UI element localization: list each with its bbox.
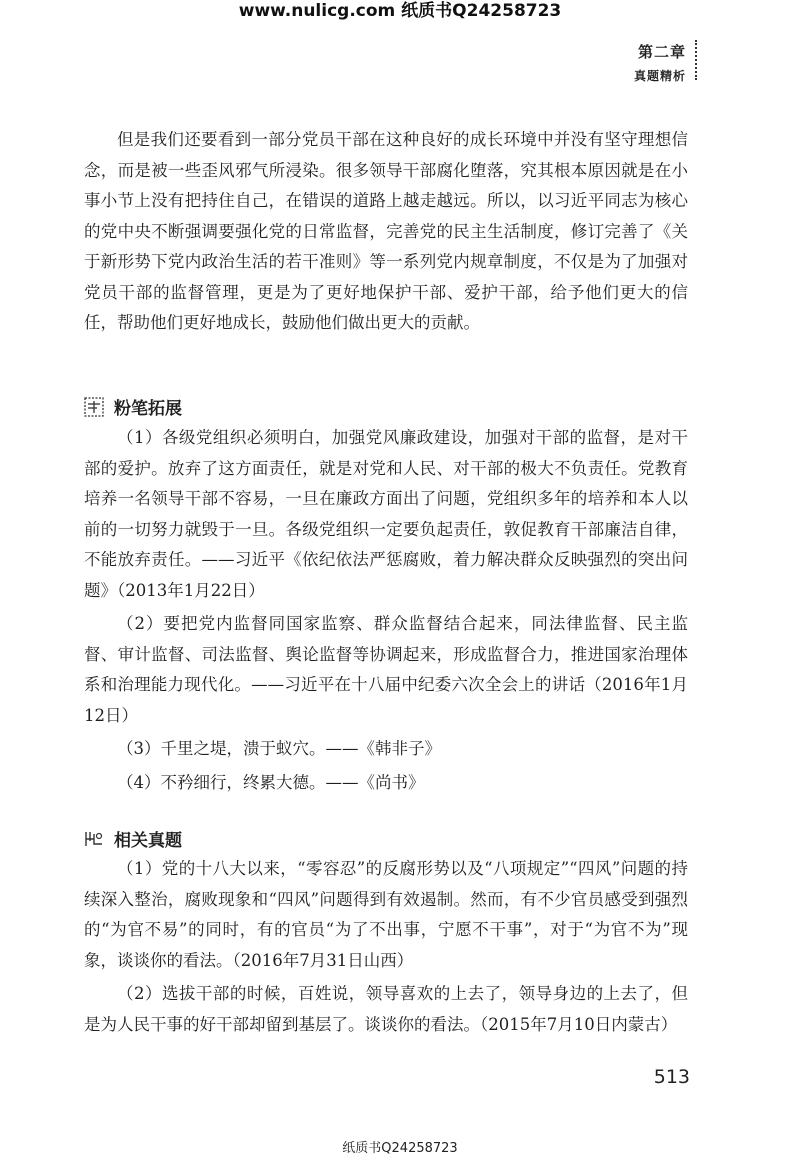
chapter-header: [560, 42, 686, 85]
extension-title: 粉笔拓展: [114, 399, 182, 419]
extension-section-title: [84, 394, 182, 419]
related-title: 相关真题: [114, 831, 182, 851]
extension-list: [84, 423, 688, 801]
related-questions-icon: [84, 829, 104, 849]
chapter-label: 第二章: [637, 43, 686, 61]
extension-item-3: （3）千里之堤，溃于蚁穴。——《韩非子》: [117, 739, 441, 758]
extension-icon: [84, 397, 104, 417]
main-paragraph: 但是我们还要看到一部分党员干部在这种良好的成长环境中并没有坚守理想信念，而是被一些歪风邪气所浸染。很多领导干部腐化堕落，究其根本原因就是在小事小节上没有把持住自己，在错误的道路上越走越远。所以，以习近平同志为核心的党中央不断强调要强化党的日常监督，完善党的民主生活制度，修订完善了《关于新形势下党内政治生活的若干准则》等一系列党内规章制度，不仅是为了加强对党员干部的监督管理，更是为了更好地保护干部、爱护干部，给予他们更大的信任，帮助他们更好地成长，鼓励他们做出更大的贡献。: [84, 130, 688, 332]
related-item-1: （1）党的十八大以来，“零容忍”的反腐形势以及“八项规定”“四风”问题的持续深入整治，腐败现象和“四风”问题得到有效遏制。然而，有不少官员感受到强烈的“为官不易”的同时，有的官员“为了不出事，宁愿不干事”，对于“为官不为”现象，谈谈你的看法。（2016年7月31日山西）: [84, 859, 688, 970]
page-number: 513: [653, 1066, 690, 1088]
main-paragraph-block: [84, 125, 688, 339]
bottom-watermark: 纸质书Q24258723: [342, 1141, 458, 1156]
related-section-title: [84, 826, 182, 851]
top-watermark: www.nulicg.com 纸质书Q24258723: [238, 1, 562, 21]
related-item-2: （2）选拔干部的时候，百姓说，领导喜欢的上去了，领导身边的上去了，但是为人民干事的好干部却留到基层了。谈谈你的看法。（2015年7月10日内蒙古）: [84, 984, 688, 1034]
chapter-subtitle: 真题精析: [633, 69, 686, 83]
extension-item-1: （1）各级党组织必须明白，加强党风廉政建设，加强对干部的监督，是对干部的爱护。放弃了这方面责任，就是对党和人民、对干部的极大不负责任。党教育培养一名领导干部不容易，一旦在廉政方面出了问题，党组织多年的培养和本人以前的一切努力就毁于一旦。各级党组织一定要负起责任，敦促教育干部廉洁自律，不能放弃责任。——习近平《依纪依法严惩腐败，着力解决群众反映强烈的突出问题》（2013年1月22日）: [84, 428, 688, 600]
related-list: [84, 854, 688, 1043]
header-divider: [695, 40, 700, 80]
extension-item-4: （4）不矜细行，终累大德。——《尚书》: [117, 772, 425, 792]
extension-item-2: （2）要把党内监督同国家监察、群众监督结合起来，同法律监督、民主监督、审计监督、司法监督、舆论监督等协调起来，形成监督合力，推进国家治理体系和治理能力现代化。——习近平在十八届中纪委六次全会上的讲话（2016年1月12日）: [84, 614, 688, 725]
